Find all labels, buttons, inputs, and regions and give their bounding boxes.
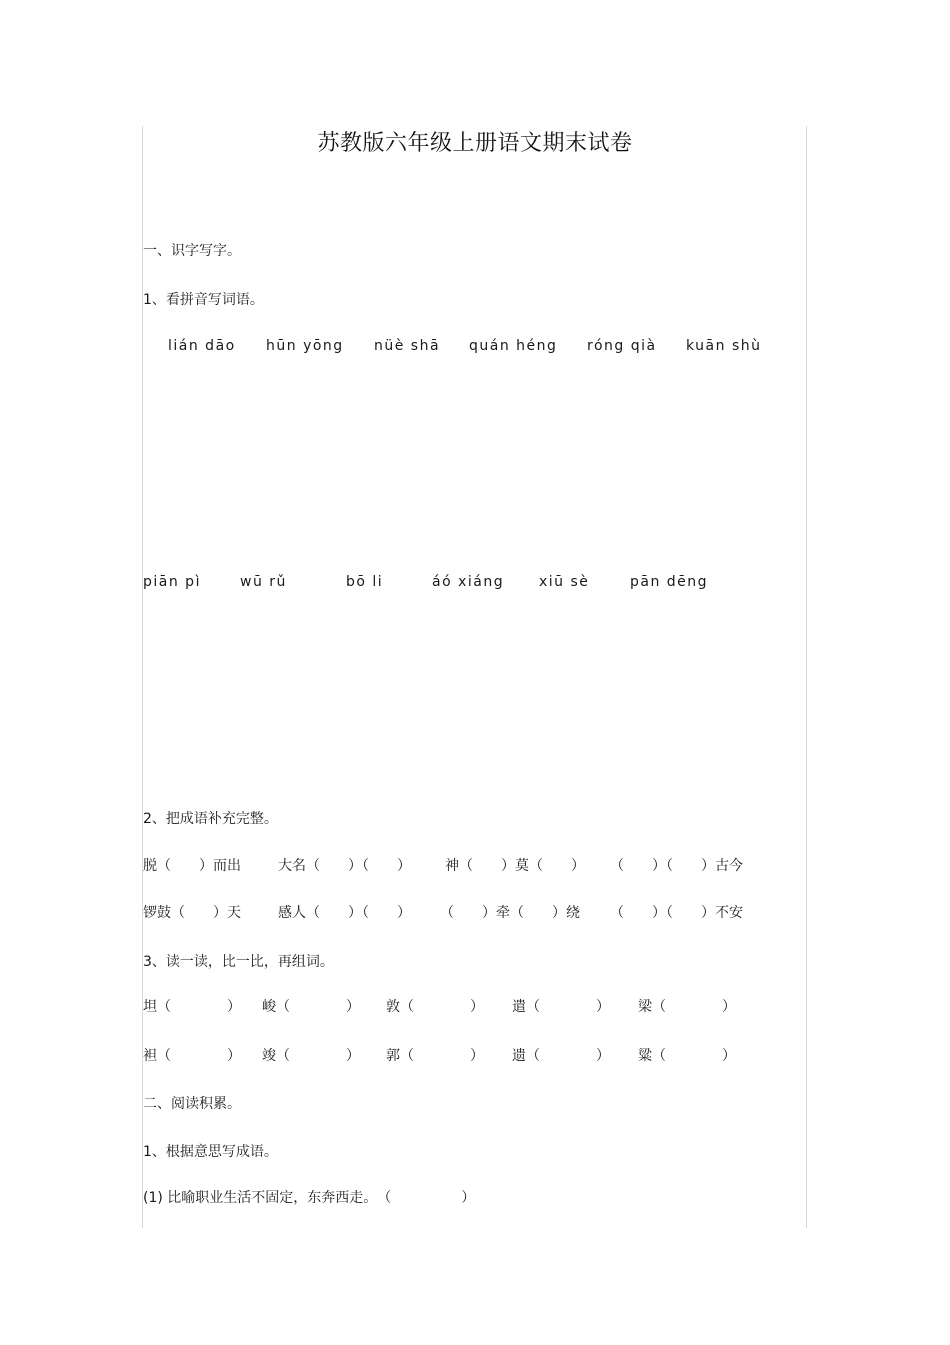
idiom-item: 大名（ ）（ ） [278,858,411,874]
pinyin-item: xiū sè [539,574,590,590]
section2-heading: 二、阅读积累。 [143,1096,241,1112]
page-title: 苏教版六年级上册语文期末试卷 [317,131,633,156]
compare-item: 遗（ ） [512,1048,610,1064]
section2-q1-heading: 1、根据意思写成语。 [143,1144,278,1160]
pinyin-item: piān pì [143,574,201,590]
q3-heading: 3、读一读，比一比，再组词。 [143,954,334,970]
idiom-item: （ ）牵（ ）绕 [440,905,580,921]
compare-item: 竣（ ） [262,1048,360,1064]
section2-q1-item1: (1) 比喻职业生活不固定，东奔西走。 （ ） [143,1190,476,1206]
compare-item: 遣（ ） [512,999,610,1015]
pinyin-item: quán héng [469,338,558,354]
idiom-item: 感人（ ）（ ） [278,905,411,921]
idiom-item: 锣鼓（ ）天 [143,905,241,921]
pinyin-item: kuān shù [686,338,762,354]
section1-heading: 一、识字写字。 [143,243,241,259]
q1-heading: 1、看拼音写词语。 [143,292,264,308]
compare-item: 郭（ ） [386,1048,484,1064]
q2-heading: 2、把成语补充完整。 [143,811,278,827]
pinyin-item: hūn yōng [266,338,344,354]
pinyin-item: áó xiáng [432,574,505,590]
idiom-item: （ ）（ ）古今 [610,858,743,874]
pinyin-item: pān dēng [630,574,709,590]
pinyin-item: bō li [346,574,384,590]
pinyin-item: róng qià [587,338,657,354]
idiom-item: 脱（ ）而出 [143,858,241,874]
pinyin-item: nüè shā [374,338,441,354]
pinyin-item: lián dāo [168,338,236,354]
idiom-item: （ ）（ ）不安 [610,905,743,921]
pinyin-item: wū rǔ [240,574,287,590]
compare-item: 峻（ ） [262,999,360,1015]
compare-item: 坦（ ） [143,999,241,1015]
compare-item: 粱（ ） [638,1048,736,1064]
compare-item: 梁（ ） [638,999,736,1015]
compare-item: 袒（ ） [143,1048,241,1064]
page-border-right [806,126,807,1228]
idiom-item: 神（ ）莫（ ） [445,858,585,874]
compare-item: 敦（ ） [386,999,484,1015]
